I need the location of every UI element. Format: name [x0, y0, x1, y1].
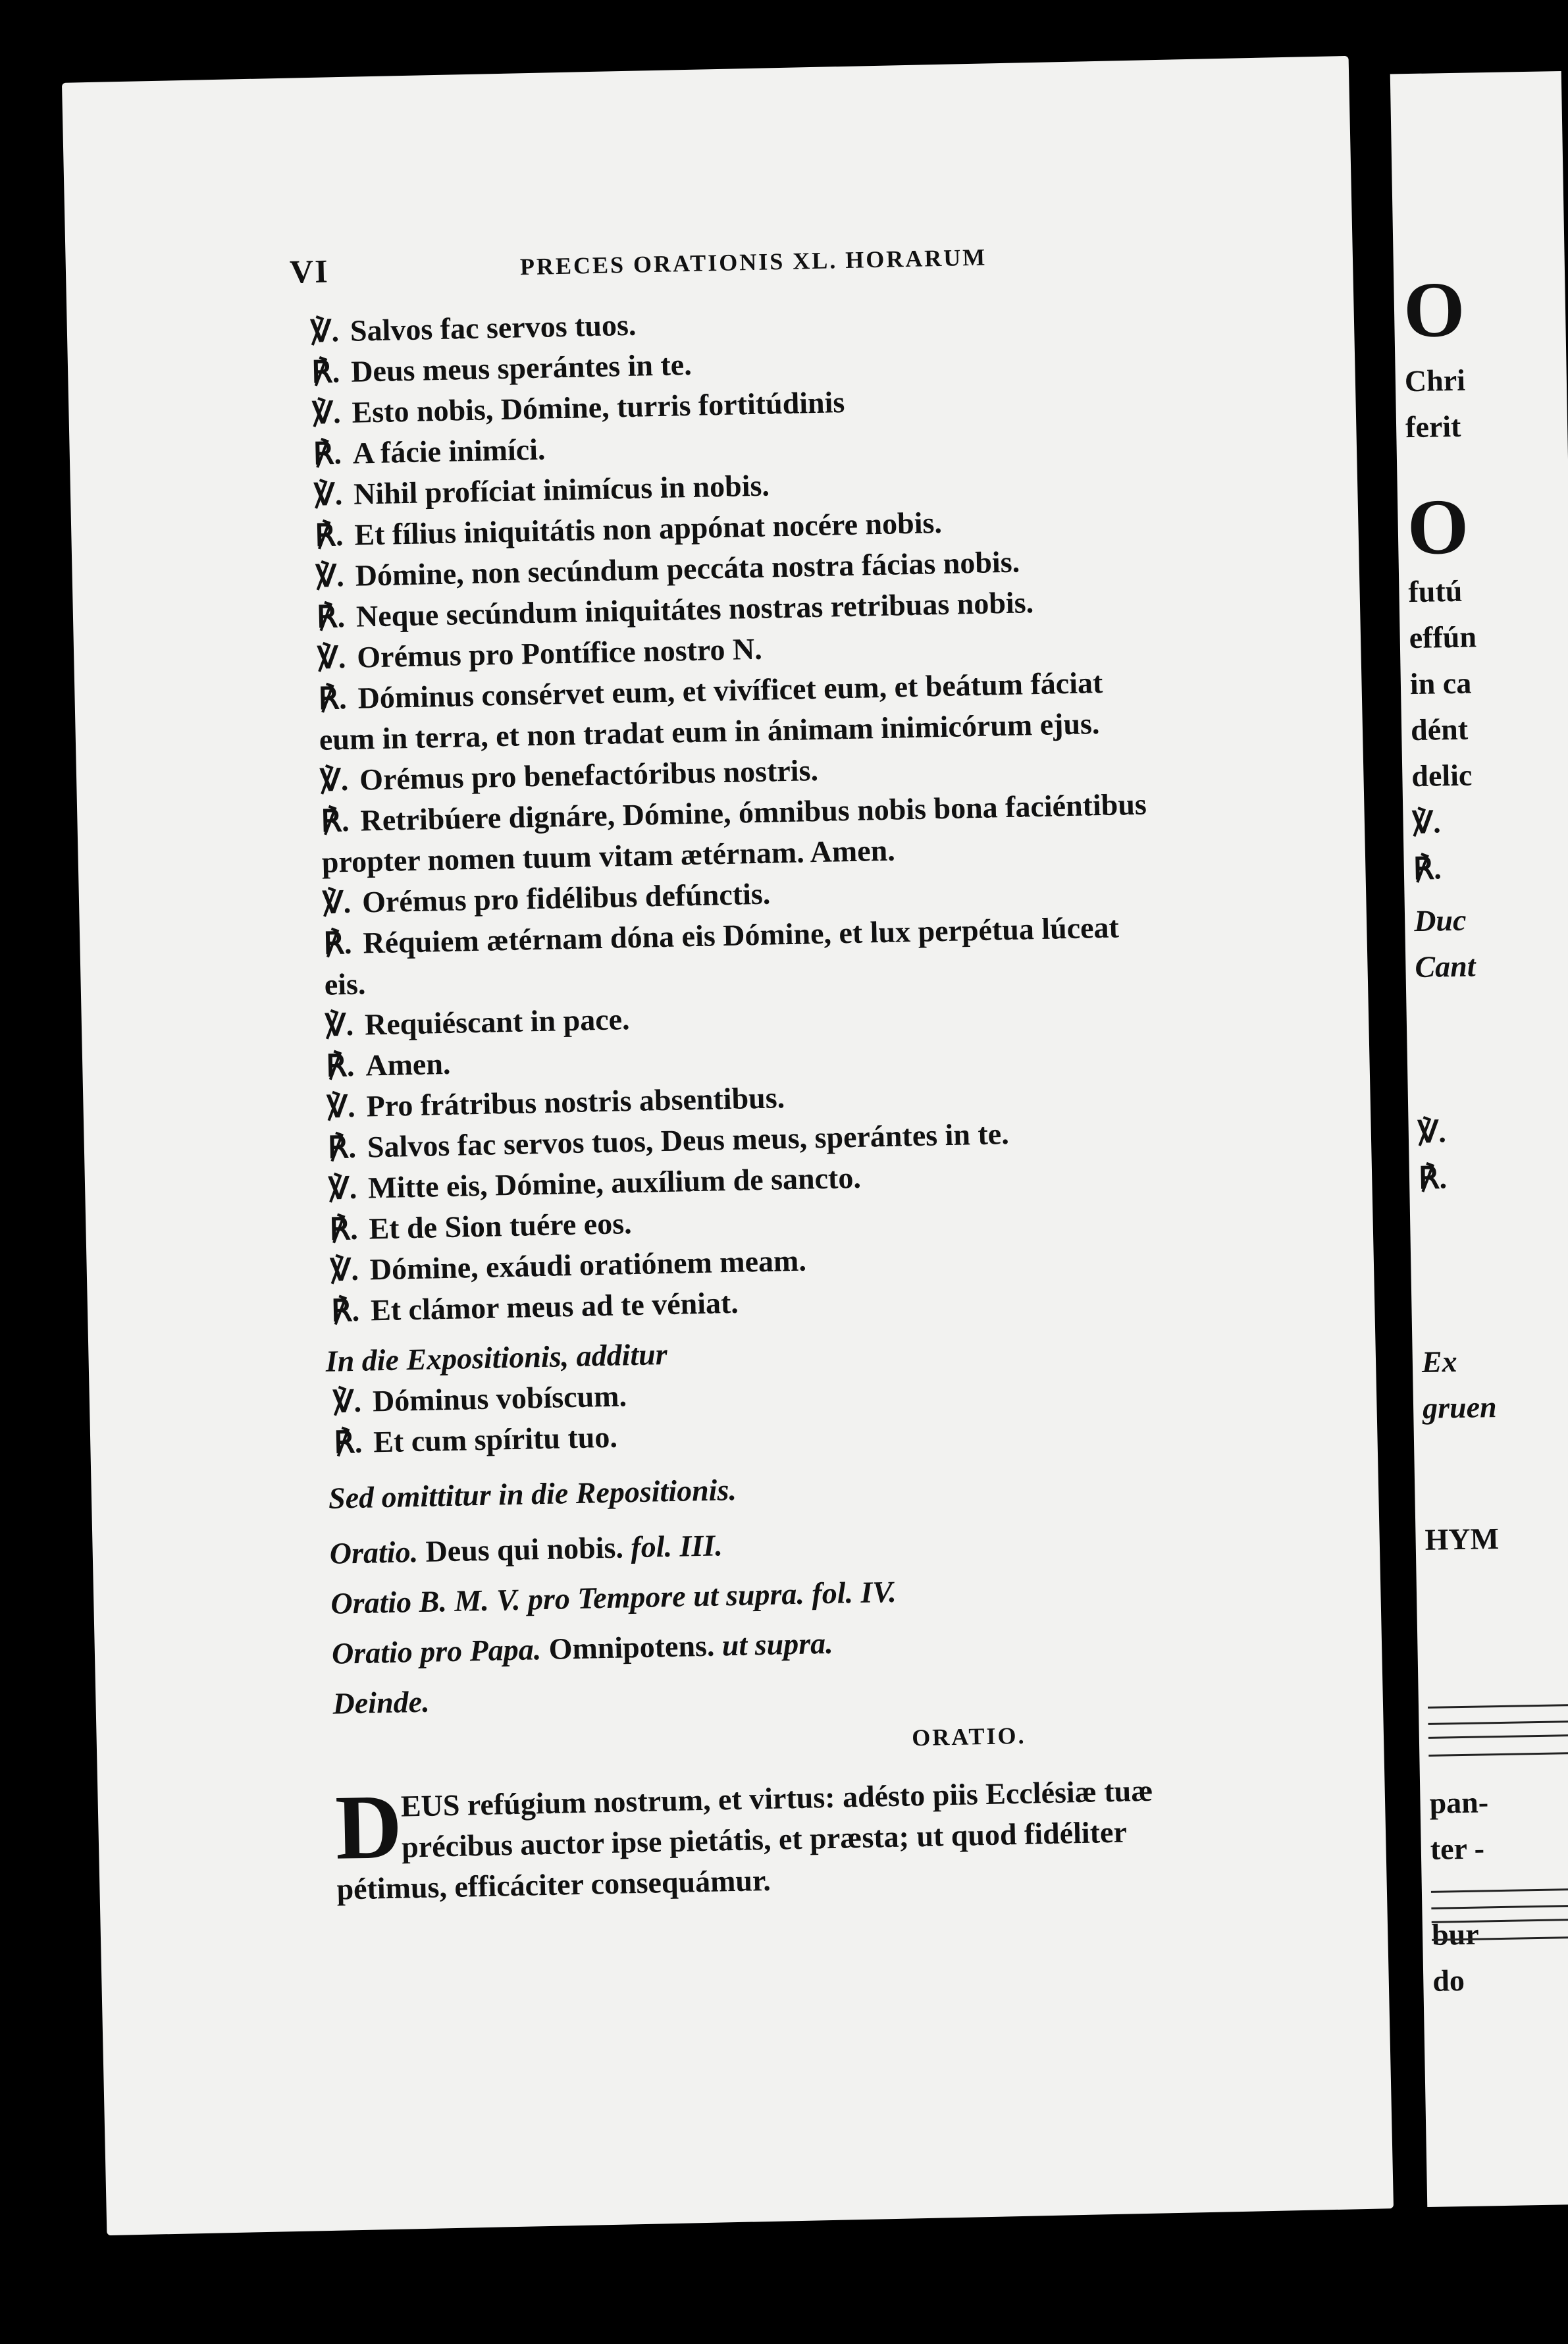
line-text: Et fílius iniquitátis non appónat nocére nobis.	[353, 505, 943, 552]
prayer-paragraph	[334, 1767, 1331, 1910]
line-text: Retribúere dignáre, Dómine, ómnibus nobis bona faciéntibus	[359, 787, 1147, 838]
line-text: Mitte eis, Dómine, auxílium de sancto.	[367, 1160, 862, 1205]
folio-number: VI	[289, 252, 330, 290]
line-text: Dómine, exáudi oratiónem meam.	[369, 1243, 807, 1287]
line-text: Nihil profíciat inimícus in nobis.	[353, 468, 770, 511]
response-symbol: ℟.	[333, 1425, 363, 1460]
versicle-symbol: ℣.	[328, 1171, 357, 1206]
versicle-symbol: ℣.	[332, 1384, 362, 1419]
oratio-folio-ref: fol. III.	[630, 1528, 723, 1564]
rubric-repositio: Sed omittitur in die Repositionis.	[328, 1472, 737, 1515]
line-text: Dóminus consérvet eum, et vivíficet eum, et beátum fáciat	[357, 665, 1103, 715]
oratio-label: Oratio pro Papa.	[331, 1632, 542, 1670]
line-text: Et clámor meus ad te véniat.	[370, 1285, 739, 1327]
versicle-response-list	[303, 291, 1319, 1332]
line-text: Requiéscant in pace.	[364, 1002, 630, 1042]
page-header	[66, 230, 1353, 297]
oratio-incipit: Deus qui nobis.	[425, 1530, 624, 1568]
drop-cap: D	[334, 1775, 404, 1879]
line-text: Pro frátribus nostris absentibus.	[366, 1080, 785, 1123]
prayer-line-3: pétimus, efficáciter consequámur.	[336, 1863, 771, 1906]
prayer-line-2: précibus auctor ipse pietátis, et præsta; ut quod fidéliter	[401, 1815, 1128, 1864]
versicle-symbol: ℣.	[312, 396, 342, 430]
facing-page-text: Chri	[1404, 363, 1466, 398]
line-text: Et cum spíritu tuo.	[373, 1420, 618, 1459]
facing-page-text: dént	[1410, 712, 1469, 747]
facing-page-text: ferit	[1405, 409, 1461, 444]
line-text: Orémus pro Pontífice nostro N.	[356, 631, 763, 674]
line-text: Neque secúndum iniquitátes nostras retribuas nobis.	[355, 585, 1034, 633]
facing-page-text: bur	[1431, 1917, 1480, 1952]
facing-page-text: ℟.	[1418, 1161, 1448, 1196]
facing-page-text: Duc	[1413, 903, 1467, 938]
facing-page-text: futú	[1408, 573, 1463, 609]
music-staff	[1428, 1704, 1568, 1757]
oratio-folio-ref: fol. IV.	[811, 1574, 897, 1611]
oratio-label: Oratio.	[329, 1534, 419, 1570]
versicle-symbol: ℣.	[317, 640, 346, 675]
line-text: Deus meus sperántes in te.	[350, 347, 693, 388]
line-continuation: propter nomen tuum vitam ætérnam. Amen.	[321, 833, 896, 879]
response-symbol: ℟.	[311, 355, 340, 389]
versicle-symbol: ℣.	[322, 885, 352, 920]
versicle-symbol: ℣.	[310, 314, 340, 348]
facing-page-text: O	[1406, 482, 1470, 572]
facing-page-text: HYM	[1424, 1521, 1500, 1557]
versicle-symbol: ℣.	[313, 477, 343, 512]
versicle-symbol: ℣.	[327, 1089, 356, 1124]
line-text: Esto nobis, Dómine, turris fortitúdinis	[352, 385, 845, 429]
line-text: Dómine, non secúndum peccáta nostra fácias nobis.	[355, 545, 1020, 593]
line-text: Dóminus vobíscum.	[372, 1379, 627, 1418]
line-text: Salvos fac servos tuos, Deus meus, sperántes in te.	[367, 1117, 1010, 1164]
response-symbol: ℟.	[325, 1048, 355, 1083]
versicle-symbol: ℣.	[325, 1007, 354, 1042]
facing-page-text: O	[1402, 265, 1466, 354]
line-text: Salvos fac servos tuos.	[350, 307, 637, 348]
line-text: Orémus pro benefactóribus nostris.	[359, 753, 819, 797]
response-symbol: ℟.	[313, 437, 342, 471]
body-text	[303, 291, 1331, 1910]
oratio-folio-ref: ut supra.	[721, 1626, 834, 1663]
response-symbol: ℟.	[321, 803, 350, 838]
response-symbol: ℟.	[318, 681, 348, 716]
response-symbol: ℟.	[314, 518, 344, 552]
response-symbol: ℟.	[327, 1130, 357, 1165]
facing-page-fragment	[1390, 71, 1568, 2207]
oratio-reference-1	[329, 1512, 1324, 1574]
versicle-symbol: ℣.	[319, 762, 349, 797]
facing-page-text: ℣.	[1417, 1115, 1447, 1150]
facing-page-text: do	[1432, 1963, 1465, 1998]
oratio-incipit: Omnipotens.	[548, 1628, 715, 1666]
prayer-line-1: EUS refúgium nostrum, et virtus: adésto piis Ecclésiæ tuæ	[400, 1773, 1153, 1823]
facing-page-text: Ex	[1421, 1345, 1458, 1379]
facing-page-text: ℟.	[1413, 851, 1442, 886]
response-symbol: ℟.	[323, 926, 352, 961]
running-title: PRECES ORATIONIS XL. HORARUM	[519, 244, 987, 280]
response-symbol: ℟.	[328, 1212, 359, 1246]
facing-page-text: in ca	[1409, 666, 1472, 701]
music-staff	[1431, 1888, 1568, 1941]
line-text: Et de Sion tuére eos.	[368, 1206, 633, 1246]
book-page	[62, 56, 1394, 2235]
facing-page-text: delic	[1411, 758, 1473, 793]
facing-page-text: ℣.	[1412, 805, 1442, 840]
line-text: Amen.	[365, 1046, 451, 1082]
facing-page-text: effún	[1409, 620, 1477, 655]
response-symbol: ℟.	[316, 600, 346, 634]
facing-page-text: ter -	[1430, 1831, 1485, 1866]
line-continuation: eum in terra, et non tradat eum in ánimam inimicórum ejus.	[319, 706, 1100, 757]
facing-page-text: pan-	[1429, 1785, 1489, 1820]
oratio-reference-3	[331, 1612, 1326, 1674]
response-symbol: ℟.	[330, 1293, 360, 1328]
oratio-heading: ORATIO.	[911, 1722, 1026, 1751]
line-text: Réquiem ætérnam dóna eis Dómine, et lux perpétua lúceat	[362, 910, 1120, 960]
facing-page-text: gruen	[1422, 1390, 1498, 1425]
versicle-symbol: ℣.	[330, 1252, 359, 1287]
oratio-label: Oratio B. M. V. pro Tempore ut supra.	[330, 1576, 805, 1620]
oratio-reference-2	[330, 1562, 1325, 1624]
line-text: A fácie inimíci.	[352, 432, 546, 470]
line-text: Orémus pro fidélibus defúnctis.	[361, 876, 771, 919]
line-continuation: eis.	[324, 967, 366, 1001]
rubric-expositio: In die Expositionis, additur	[325, 1337, 668, 1378]
rubric-deinde: Deinde.	[332, 1684, 431, 1720]
facing-page-text: Cant	[1414, 949, 1476, 984]
versicle-symbol: ℣.	[315, 559, 345, 593]
